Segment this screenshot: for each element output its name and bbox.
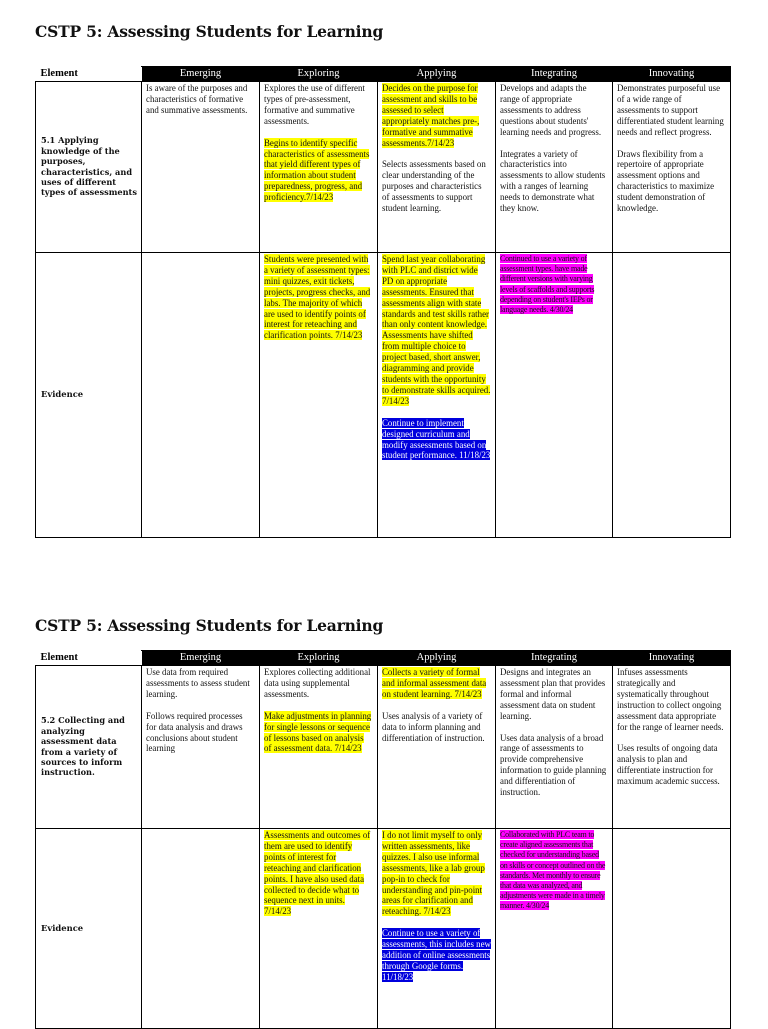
element-header: Element <box>36 67 142 82</box>
descriptor-exploring <box>260 82 378 253</box>
rubric-section-5-2 <box>35 616 730 1029</box>
highlighted-text: Collects a variety of formal and informal assessment data on student learning. 7/14/23 <box>382 667 487 699</box>
highlighted-text: Begins to identify specific characteristics of assessments that yield different types of information about student preparedness, progress, and proficiency.7/14/23 <box>264 137 370 203</box>
highlighted-text: Continued to use a variety of assessment types. have made different versions with varying levels of scaffolds and supports depending on student's IEPs or language needs. 4/30/24 <box>500 254 595 315</box>
descriptor-text: Uses analysis of a variety of data to inform planning and differentiation of instruction. <box>382 710 485 743</box>
evidence-row <box>36 829 731 1029</box>
descriptor-text: Selects assessments based on clear understanding of the purposes and characteristics of assessments to support student learning. <box>382 159 486 214</box>
evidence-label: Evidence <box>36 253 142 538</box>
evidence-integrating <box>496 829 613 1029</box>
highlighted-text: Continue to implement designed curriculum and modify assessments based on student performance. 11/18/23 <box>382 417 491 461</box>
highlighted-text: I do not limit myself to only written assessments, like quizzes. I also use informal assessments, like a lab group pop-in to check for understanding and pin-point areas for clarification and reteaching. 7/14/23 <box>382 830 485 917</box>
level-header-emerging: Emerging <box>142 651 260 666</box>
evidence-exploring <box>260 253 378 538</box>
descriptor-innovating <box>613 666 731 829</box>
highlighted-text: Decides on the purpose for assessment and skills to be assessed to select appropriately matches pre-, formative and summative assessments.7/14/23 <box>382 83 480 148</box>
descriptor-emerging <box>142 82 260 253</box>
evidence-applying <box>378 253 496 538</box>
descriptor-exploring <box>260 666 378 829</box>
level-header-exploring: Exploring <box>260 67 378 82</box>
descriptor-text: Designs and integrates an assessment plan that provides formal and informal assessment data on student learning. <box>500 667 606 721</box>
descriptor-row <box>36 82 731 253</box>
highlighted-text: Spend last year collaborating with PLC and district wide PD on appropriate assessments. Ensured that assessments align with state standards and test skills rather than only content knowledge. Assessments have shifted from multiple choice to project based, short answer, diagramming and provide students with the opportunity to demonstrate skills acquired. 7/14/23 <box>382 254 491 406</box>
header-row <box>36 67 731 82</box>
evidence-applying <box>378 829 496 1029</box>
element-label: 5.1 Applying knowledge of the purposes, characteristics, and uses of different types of assessments <box>36 82 142 253</box>
descriptor-text: Explores collecting additional data using supplemental assessments. <box>264 667 371 699</box>
descriptor-text: Develops and adapts the range of appropriate assessments to address questions about students' learning needs and progress. <box>500 83 602 137</box>
highlighted-text: Collaborated with PLC team to create aligned assessments that checked for understanding based on skills or concept outlined on the standards. Met monthly to ensure that data was analyzed, and adjustments were made in a timely manner. 4/30/24 <box>500 830 606 911</box>
evidence-integrating <box>496 253 613 538</box>
descriptor-text: Uses data analysis of a broad range of assessments to provide comprehensive information to guide planning and differentiation of instruction. <box>500 732 607 798</box>
level-header-innovating: Innovating <box>613 651 731 666</box>
descriptor-integrating <box>496 666 613 829</box>
level-header-innovating: Innovating <box>613 67 731 82</box>
rubric-table <box>35 66 731 538</box>
highlighted-text: Students were presented with a variety of assessment types: mini quizzes, exit tickets, projects, progress checks, and labs. The majority of which are used to identify points of interest for reteaching and clarification points. 7/14/23 <box>264 254 371 341</box>
page-title: CSTP 5: Assessing Students for Learning <box>35 616 384 635</box>
element-label: 5.2 Collecting and analyzing assessment data from a variety of sources to inform instruction. <box>36 666 142 829</box>
descriptor-row <box>36 666 731 829</box>
evidence-innovating <box>613 253 731 538</box>
element-header: Element <box>36 651 142 666</box>
level-header-applying: Applying <box>378 651 496 666</box>
descriptor-innovating <box>613 82 731 253</box>
level-header-integrating: Integrating <box>496 651 613 666</box>
descriptor-applying <box>378 82 496 253</box>
descriptor-text: Integrates a variety of characteristics into assessments to allow students with a ranges of learning needs to demonstrate what they know. <box>500 148 606 214</box>
page-title: CSTP 5: Assessing Students for Learning <box>35 22 384 41</box>
level-header-applying: Applying <box>378 67 496 82</box>
header-row <box>36 651 731 666</box>
rubric-table <box>35 650 731 1029</box>
highlighted-text: Make adjustments in planning for single lessons or sequence of lessons based on analysis of assessment data. 7/14/23 <box>264 710 372 754</box>
evidence-emerging <box>142 253 260 538</box>
descriptor-applying <box>378 666 496 829</box>
level-header-emerging: Emerging <box>142 67 260 82</box>
descriptor-text: Use data from required assessments to assess student learning. <box>146 667 250 699</box>
descriptor-text: Follows required processes for data analysis and draws conclusions about student learning <box>146 710 243 754</box>
rubric-section-5-1 <box>35 22 730 538</box>
descriptor-text: Is aware of the purposes and characteristics of formative and summative assessments. <box>146 83 248 115</box>
evidence-innovating <box>613 829 731 1029</box>
descriptor-text: Demonstrates purposeful use of a wide range of assessments to support differentiated student learning needs and reflect progress. <box>617 83 724 137</box>
evidence-label: Evidence <box>36 829 142 1029</box>
descriptor-emerging <box>142 666 260 829</box>
level-header-exploring: Exploring <box>260 651 378 666</box>
descriptor-text: Uses results of ongoing data analysis to plan and differentiate instruction for maximum academic success. <box>617 743 720 787</box>
descriptor-text: Explores the use of different types of pre-assessment, formative and summative assessments. <box>264 83 365 126</box>
highlighted-text: Continue to use a variety of assessments, this includes new addition of online assessments through Google forms. 11/18/23 <box>382 928 491 982</box>
descriptor-text: Infuses assessments strategically and systematically throughout instruction to collect ongoing assessment data appropriate for the range of learner needs. <box>617 667 724 732</box>
evidence-exploring <box>260 829 378 1029</box>
evidence-emerging <box>142 829 260 1029</box>
highlighted-text: Assessments and outcomes of them are used to identify points of interest for reteaching and clarification points. I have also used data collected to decide what to sequence next in units. 7/14/23 <box>264 830 371 917</box>
descriptor-integrating <box>496 82 613 253</box>
descriptor-text: Draws flexibility from a repertoire of appropriate assessment options and characteristics to maximize student demonstration of knowledge. <box>617 148 715 214</box>
level-header-integrating: Integrating <box>496 67 613 82</box>
evidence-row <box>36 253 731 538</box>
